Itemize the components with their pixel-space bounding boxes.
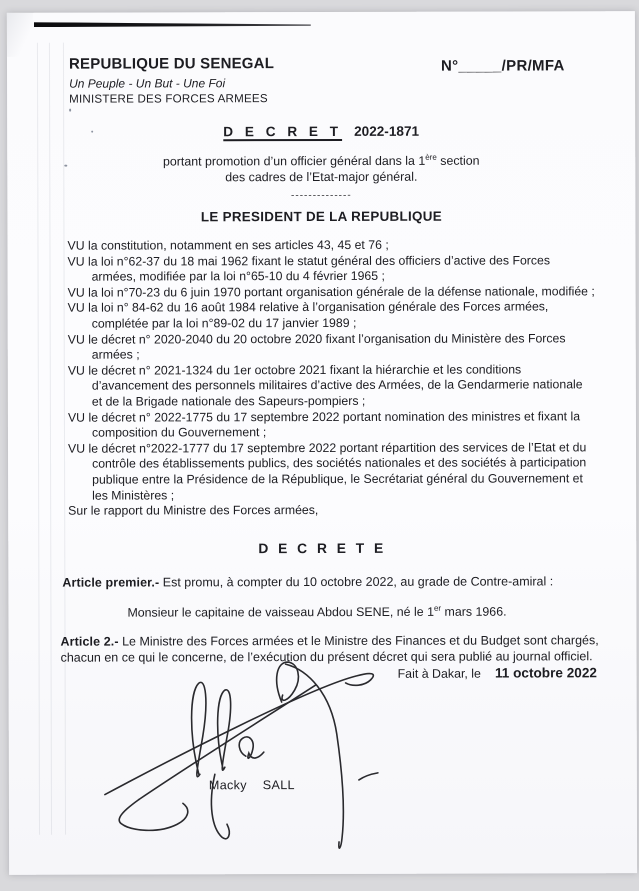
scan-speckle: [69, 109, 71, 112]
place-and-date-label: Fait à Dakar, le: [397, 666, 481, 681]
decree-date: 11 octobre 2022: [494, 665, 597, 681]
enacting-word: D E C R E T E: [258, 540, 387, 557]
visa-item: VU la loi n°70-23 du 6 juin 1970 portant organisation générale de la défense nationale, modifiée ;: [67, 284, 595, 300]
subject-line-2: des cadres de l’Etat-major général.: [225, 169, 418, 185]
ministry-name: MINISTERE DES FORCES ARMEES: [69, 91, 268, 106]
article-second: Article 2.- Le Ministre des Forces armées et le Ministre des Finances et du Budget sont chargés, chacun en ce qui le concerne, de l’exécution du présent décret qui sera publié au journal officiel.: [60, 633, 599, 665]
visa-item: VU le décret n° 2021-1324 du 1er octobre 2021 fixant la hiérarchie et les conditions d’avancement des personnels militaires d’active des Armées, de la Gendarmerie nationale et de la Brigade nationale des Sapeurs-pompiers ;: [67, 362, 583, 409]
visa-item: VU la constitution, notamment en ses articles 43, 45 et 76 ;: [67, 237, 389, 253]
report-line: Sur le rapport du Ministre des Forces armées,: [68, 503, 319, 518]
signer-name: Macky SALL: [208, 778, 295, 793]
dashed-separator: --------------: [291, 190, 352, 202]
decree-title: [7, 123, 635, 140]
beneficiary-line: Monsieur le capitaine de vaisseau Abdou SENE, né le 1er mars 1966.: [127, 603, 507, 620]
reference-number: N°_____/PR/MFA: [440, 57, 565, 75]
visa-item: VU le décret n° 2022-1775 du 17 septembre 2022 portant nomination des ministres et fixant la composition du Gouvernement ;: [67, 408, 581, 440]
authority-heading: LE PRESIDENT DE LA REPUBLIQUE: [200, 208, 442, 225]
article-second-label: Article 2.-: [60, 634, 119, 649]
decree-word: D E C R E T: [223, 123, 343, 140]
decree-subject: [7, 149, 635, 205]
visas-list: [67, 237, 596, 519]
page-fold-corner: [7, 13, 33, 57]
closing-block: [398, 665, 597, 681]
visa-item: VU la loi n°62-37 du 18 mai 1962 fixant le statut général des officiers d’active des Forces armées, modifiée par la loi n°65-10 du 4 février 1965 ;: [67, 252, 551, 284]
document-page: [7, 11, 637, 875]
article-first-label: Article premier.-: [62, 575, 160, 590]
article-first: Article premier.- Est promu, à compter du 10 octobre 2022, au grade de Contre-amiral :: [62, 574, 554, 590]
visa-item: VU la loi n° 84-62 du 16 août 1984 relative à l’organisation générale des Forces armées, complétée par la loi n°89-02 du 17 janvier 1989 ;: [67, 299, 549, 331]
visa-item: VU le décret n° 2020-2040 du 20 octobre 2020 fixant l’organisation du Ministère des Forces armées ;: [67, 330, 566, 362]
scan-artifact-line: [34, 22, 311, 27]
country-title: REPUBLIQUE DU SENEGAL: [68, 55, 275, 73]
decree-number: 2022-1871: [354, 123, 420, 139]
subject-line-1: portant promotion d’un officier général dans la 1ère section: [162, 152, 480, 169]
visa-item: VU le décret n°2022-1777 du 17 septembre 2022 portant répartition des services de l’Etat et du contrôle des établissements publics, des sociétés nationales et des sociétés à participation publique entre la Présidence de la République, le Secrétariat général du Gouvernement et les Ministères ;: [67, 440, 587, 503]
letterhead: [69, 56, 274, 106]
national-motto: Un Peuple - Un But - Une Foi: [69, 75, 226, 91]
